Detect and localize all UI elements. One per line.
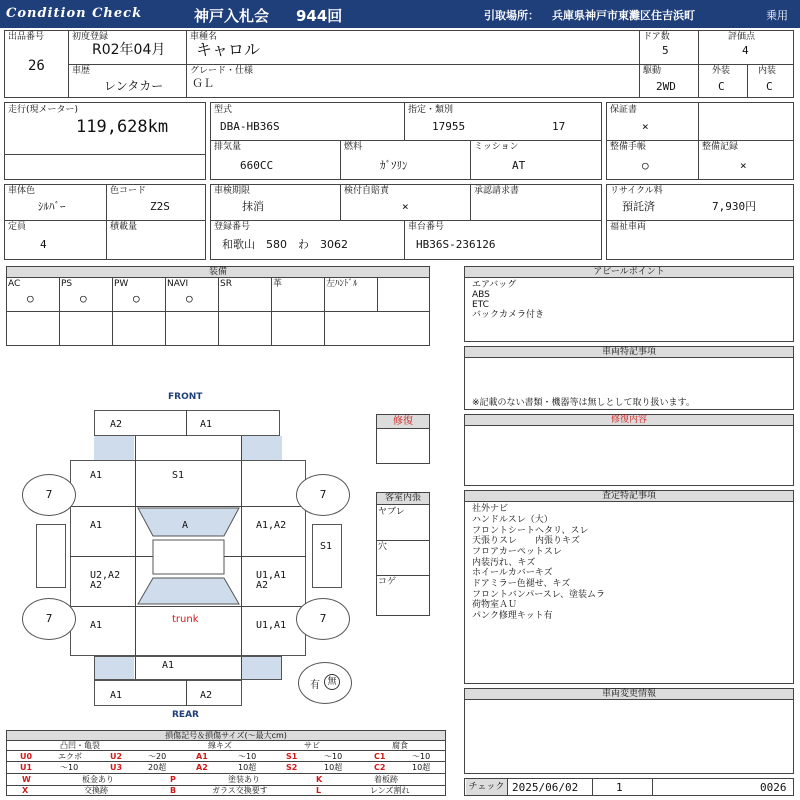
type-label: 型式 bbox=[214, 105, 233, 115]
legend-k-desc: 着板跡 bbox=[374, 775, 398, 784]
warranty-label: 保証書 bbox=[610, 105, 638, 115]
legend-w: W bbox=[22, 775, 31, 784]
legend-u2: U2 bbox=[110, 752, 123, 761]
assessment-title: 査定特記事項 bbox=[465, 491, 793, 502]
assessment-line-6: 内装汚れ、キズ bbox=[472, 558, 536, 568]
legend-p: P bbox=[170, 775, 176, 784]
assessment-line-5: フロアカーペットスレ bbox=[472, 547, 562, 557]
logo-text: Condition Check bbox=[6, 6, 143, 21]
rear-gate[interactable] bbox=[94, 656, 282, 680]
model-name-label: 車種名 bbox=[190, 32, 218, 42]
front-bumper-left-code: A2 bbox=[110, 419, 123, 430]
front-left-light bbox=[94, 436, 134, 460]
recycle-label: リサイクル料 bbox=[610, 186, 663, 196]
legend-u1: U1 bbox=[20, 763, 33, 772]
assessment-line-3: フロントシートヘタリ、スレ bbox=[472, 526, 589, 536]
legend-s1-desc: 〜10 bbox=[324, 752, 343, 761]
doors-label: ドア数 bbox=[643, 32, 670, 42]
drive-label: 駆動 bbox=[643, 66, 662, 76]
equip-leather-label: 革 bbox=[273, 279, 283, 289]
score: 4 bbox=[742, 44, 749, 57]
history-label: 車歴 bbox=[72, 66, 91, 76]
legend-a1-desc: 〜10 bbox=[238, 752, 257, 761]
mileage: 119,628km bbox=[76, 117, 169, 137]
front-label: FRONT bbox=[168, 392, 203, 402]
equip-ps-value: ○ bbox=[80, 292, 87, 305]
manual: ○ bbox=[642, 159, 649, 172]
rear-gate-code: A1 bbox=[162, 660, 175, 671]
color: ｼﾙﾊﾞｰ bbox=[38, 200, 66, 213]
legend-b-desc: ガラス交換要す bbox=[212, 786, 268, 795]
wheel-rear-left[interactable]: 7 bbox=[22, 598, 76, 640]
legend-c2: C2 bbox=[374, 763, 386, 772]
regno: 和歌山 580 わ 3062 bbox=[222, 238, 348, 251]
interior-trim-title: 客室内張 bbox=[377, 493, 429, 505]
right-step[interactable] bbox=[312, 524, 342, 588]
equip-navi-value: ○ bbox=[186, 292, 193, 305]
mileage-label: 走行(現メーター) bbox=[8, 105, 79, 115]
regno-label: 登録番号 bbox=[214, 222, 251, 232]
footer-date: 2025/06/02 bbox=[512, 781, 579, 794]
first-reg-label: 初度登録 bbox=[72, 32, 109, 42]
mission: AT bbox=[512, 159, 526, 172]
pickup-value: 兵庫県神戸市東灘区住吉浜町 bbox=[552, 9, 695, 22]
equip-ps-label: PS bbox=[61, 279, 73, 289]
model-name: キャロル bbox=[196, 40, 261, 59]
trunk-label: trunk bbox=[172, 614, 199, 625]
hood-code: S1 bbox=[172, 470, 185, 481]
right-quarter-code: U1,A1 bbox=[256, 620, 287, 631]
special-note: ※記載のない書類・機器等は無しとして取り扱います。 bbox=[472, 398, 695, 408]
rear-label: REAR bbox=[172, 710, 199, 720]
equip-sr-label: SR bbox=[220, 279, 232, 289]
colorcode-label: 色コード bbox=[110, 186, 147, 196]
left-step[interactable] bbox=[36, 524, 66, 588]
rear-bumper-right-code: A2 bbox=[200, 690, 213, 701]
insurance-label: 検付自賠責 bbox=[344, 186, 390, 196]
footer-check-label: チェック bbox=[466, 779, 508, 795]
appeal-line-3: ETC bbox=[472, 300, 489, 310]
legend-c1-desc: 〜10 bbox=[412, 752, 431, 761]
chassis-label: 車台番号 bbox=[408, 222, 445, 232]
legend-title: 損傷記号＆損傷サイズ(〜最大cm) bbox=[7, 731, 445, 741]
assessment-line-11: パンク修理キット有 bbox=[472, 611, 553, 621]
left-rear-door-code: U2,A2 bbox=[90, 570, 121, 581]
recycle-status: 預託済 bbox=[622, 200, 655, 213]
doors: 5 bbox=[662, 44, 669, 57]
roof-code: A bbox=[182, 520, 189, 531]
class: 17 bbox=[552, 120, 566, 133]
warranty: × bbox=[642, 120, 649, 133]
first-reg: R02年04月 bbox=[92, 42, 166, 58]
designation: 17955 bbox=[432, 120, 466, 133]
interior-trim-hole: 穴 bbox=[378, 542, 388, 552]
drive: 2WD bbox=[656, 80, 676, 93]
windshield bbox=[136, 506, 241, 606]
wheel-rear-right[interactable]: 7 bbox=[296, 598, 350, 640]
approval-label: 承認請求書 bbox=[474, 186, 520, 196]
appeal-title: アピールポイント bbox=[465, 267, 793, 278]
colorcode: Z2S bbox=[150, 200, 170, 213]
record-label: 整備記録 bbox=[702, 142, 739, 152]
left-rear-door-code-2: A2 bbox=[90, 580, 103, 591]
auction-number: 944回 bbox=[296, 7, 343, 25]
wheel-front-right[interactable]: 7 bbox=[296, 474, 350, 516]
inspection-label: 車検期限 bbox=[214, 186, 251, 196]
legend-u1-desc: 〜10 bbox=[60, 763, 79, 772]
color-label: 車体色 bbox=[8, 186, 36, 196]
grade: ＧＬ bbox=[192, 77, 214, 90]
front-right-light bbox=[242, 436, 282, 460]
equip-lhd-label: 左ﾊﾝﾄﾞﾙ bbox=[326, 279, 358, 289]
exterior-grade: C bbox=[718, 80, 725, 93]
legend-u3: U3 bbox=[110, 763, 123, 772]
legend-a2: A2 bbox=[196, 763, 208, 772]
interior-grade: C bbox=[766, 80, 773, 93]
repair-title: 修復内容 bbox=[465, 415, 793, 426]
load-label: 積載量 bbox=[110, 222, 138, 232]
assessment-line-2: ハンドルスレ（大） bbox=[472, 515, 553, 525]
repair-side-title: 修復 bbox=[377, 415, 429, 429]
auction-name: 神戸入札会 bbox=[194, 7, 270, 25]
left-fender-code: A1 bbox=[90, 470, 103, 481]
fuel: ｶﾞｿﾘﾝ bbox=[380, 159, 408, 172]
appeal-line-1: エアバッグ bbox=[472, 280, 517, 290]
capacity-label: 定員 bbox=[8, 222, 27, 232]
type: DBA-HB36S bbox=[220, 120, 280, 133]
legend-x: X bbox=[22, 786, 29, 795]
change-title: 車両変更情報 bbox=[465, 689, 793, 700]
equip-ac-value: ○ bbox=[27, 292, 34, 305]
right-step-code: S1 bbox=[320, 541, 333, 552]
spare-tire-value: 無 bbox=[324, 674, 340, 690]
interior-label: 内装 bbox=[758, 66, 777, 76]
assessment-line-10: 荷物室ＡＵ bbox=[472, 600, 518, 610]
equip-navi-label: NAVI bbox=[167, 279, 189, 289]
interior-trim-tear: ヤブレ bbox=[378, 507, 405, 517]
welfare-label: 福祉車両 bbox=[610, 222, 647, 232]
legend-w-desc: 板金あり bbox=[82, 775, 114, 784]
legend-u3-desc: 20超 bbox=[148, 763, 167, 772]
exterior-label: 外装 bbox=[712, 66, 731, 76]
legend-group-scratch: 線キズ bbox=[208, 741, 232, 750]
insurance: × bbox=[402, 200, 409, 213]
legend-group-dent: 凸凹・亀裂 bbox=[60, 741, 100, 750]
front-bumper-right-code: A1 bbox=[200, 419, 213, 430]
legend-k: K bbox=[316, 775, 323, 784]
left-quarter-code: A1 bbox=[90, 620, 103, 631]
spare-tire-label: 有 bbox=[310, 680, 320, 691]
category: 乗用 bbox=[766, 9, 788, 22]
legend-group-rust: サビ bbox=[304, 741, 320, 750]
legend-a2-desc: 10超 bbox=[238, 763, 257, 772]
footer-code: 0026 bbox=[760, 781, 787, 794]
pickup-label: 引取場所： bbox=[484, 9, 539, 22]
legend-group-corrosion: 腐食 bbox=[392, 741, 408, 750]
legend-c2-desc: 10超 bbox=[412, 763, 431, 772]
grade-label: グレード・仕様 bbox=[190, 66, 254, 76]
legend-u0: U0 bbox=[20, 752, 33, 761]
right-rear-door-code: U1,A1 bbox=[256, 570, 287, 581]
special-title: 車両特記事項 bbox=[465, 347, 793, 358]
fuel-label: 燃料 bbox=[344, 142, 363, 152]
assessment-line-8: ドアミラー色褪せ、キズ bbox=[472, 579, 571, 589]
legend-b: B bbox=[170, 786, 177, 795]
score-label: 評価点 bbox=[728, 32, 756, 42]
right-rear-door-code-2: A2 bbox=[256, 580, 269, 591]
legend-a1: A1 bbox=[196, 752, 208, 761]
rear-bumper-left-code: A1 bbox=[110, 690, 123, 701]
legend-c1: C1 bbox=[374, 752, 386, 761]
assessment-line-7: ホイールカバーキズ bbox=[472, 568, 553, 578]
equip-pw-value: ○ bbox=[133, 292, 140, 305]
wheel-front-left[interactable]: 7 bbox=[22, 474, 76, 516]
lot-label: 出品番号 bbox=[8, 32, 45, 42]
interior-trim-burn: コゲ bbox=[378, 577, 397, 587]
change-box bbox=[464, 688, 794, 774]
equip-pw-label: PW bbox=[114, 279, 129, 289]
assessment-line-9: フロントバンパースレ、塗装ムラ bbox=[472, 590, 606, 600]
history: レンタカー bbox=[104, 79, 164, 93]
equipment-title: 装備 bbox=[7, 267, 429, 278]
chassis: HB36S-236126 bbox=[416, 238, 496, 251]
appeal-line-2: ABS bbox=[472, 290, 490, 300]
appeal-line-4: バックカメラ付き bbox=[472, 310, 545, 320]
legend-u0-desc: エクボ bbox=[58, 752, 82, 761]
left-front-door-code: A1 bbox=[90, 520, 103, 531]
designation-label: 指定・類別 bbox=[408, 105, 454, 115]
legend-l-desc: レンズ割れ bbox=[370, 786, 410, 795]
legend-s2-desc: 10超 bbox=[324, 763, 343, 772]
manual-label: 整備手帳 bbox=[610, 142, 647, 152]
footer-count: 1 bbox=[616, 781, 623, 794]
inspection: 抹消 bbox=[242, 200, 264, 213]
legend-s1: S1 bbox=[286, 752, 298, 761]
lot-number: 26 bbox=[28, 58, 45, 74]
assessment-line-1: 社外ナビ bbox=[472, 504, 509, 514]
recycle-amount: 7,930円 bbox=[712, 200, 757, 213]
displacement-label: 排気量 bbox=[214, 142, 242, 152]
capacity: 4 bbox=[40, 238, 47, 251]
displacement: 660CC bbox=[240, 159, 274, 172]
mission-label: ミッション bbox=[474, 142, 519, 152]
legend-u2-desc: 〜20 bbox=[148, 752, 167, 761]
legend-s2: S2 bbox=[286, 763, 298, 772]
right-front-door-code: A1,A2 bbox=[256, 520, 287, 531]
record: × bbox=[740, 159, 747, 172]
legend-p-desc: 塗装あり bbox=[228, 775, 260, 784]
assessment-line-4: 天張りスレ 内張りキズ bbox=[472, 536, 580, 546]
legend-x-desc: 交換跡 bbox=[84, 786, 108, 795]
equip-ac-label: AC bbox=[8, 279, 21, 289]
legend-l: L bbox=[316, 786, 322, 795]
